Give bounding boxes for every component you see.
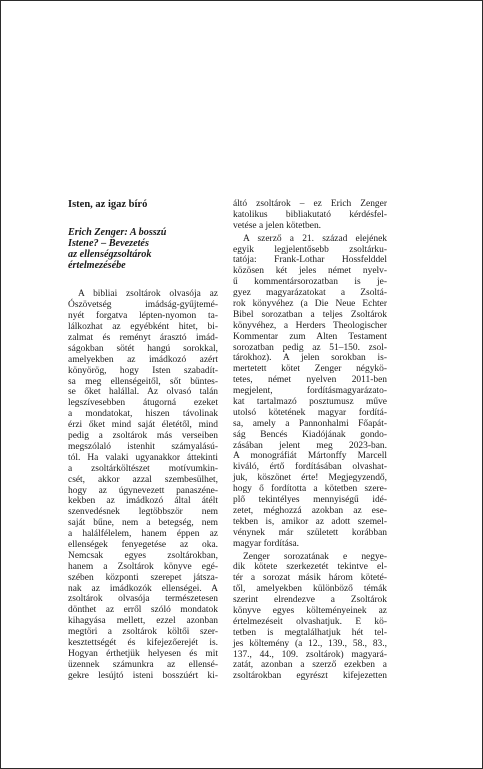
text-line: amelyekben az imádkozó azért xyxy=(68,354,218,365)
text-line: dönthet az erről szóló mondatok xyxy=(68,605,218,616)
text-line: magyar fordítása. xyxy=(233,538,300,549)
text-line: juk, köszönet érte! Megjegyzendő, xyxy=(233,473,387,484)
text-line: sa, amely a Pannonhalmi Főapát- xyxy=(233,418,387,429)
text-line: zetet, méghozzá azokban az ese- xyxy=(233,505,387,516)
text-line: könyve egyes költeményeinek az xyxy=(233,605,387,616)
text-line: szében központi szerepet játsza- xyxy=(68,572,218,583)
text-line: a zsoltárköltészet motívumkin- xyxy=(68,463,218,474)
text-line: tekben is, amikor az adott szemel- xyxy=(233,516,387,527)
text-line: szerint elrendezve a Zsoltárok xyxy=(233,595,387,606)
text-line: A szerző a 21. század elejének xyxy=(243,233,387,244)
subtitle-line: Istene? – Bevezetés xyxy=(68,237,149,249)
text-line: saját bűne, nem a betegség, nem xyxy=(68,518,218,529)
text-line: mertetett kötet Zenger négykö- xyxy=(233,364,387,375)
body-paragraph xyxy=(233,199,387,232)
left-column xyxy=(68,199,218,682)
text-line: dik kötete szerkezetét tekintve el- xyxy=(233,562,387,573)
text-line: ság Bencés Kiadójának gondo- xyxy=(233,429,387,440)
text-line: Zenger sorozatának e negye- xyxy=(243,551,387,562)
text-line: sorozatban pedig az 51–150. zsol- xyxy=(233,342,387,353)
text-line: zsoltárokban egyrészt kifejezetten xyxy=(233,671,387,682)
text-line: sa meg ellenségeitől, sőt büntes- xyxy=(68,376,218,387)
text-line: könyörög, hogy Isten szabadít- xyxy=(68,365,218,376)
text-line: megjelent, fordításmagyarázato- xyxy=(233,386,387,397)
text-line: ellenségek fenyegetése az oka. xyxy=(68,539,218,550)
text-line: könyvéhez, a Herders Theologischer xyxy=(233,320,387,331)
text-line: hanem a Zsoltárok könyve egé- xyxy=(68,561,218,572)
text-line: Bibel sorozatban a teljes Zsoltárok xyxy=(233,309,387,320)
text-line: tetes, német nyelven 2011-ben xyxy=(233,375,387,386)
text-line: kekben az imádkozó által átélt xyxy=(68,496,218,507)
text-line: Nemcsak egyes zsoltárokban, xyxy=(68,550,218,561)
text-line: a mondatokat, hiszen távolinak xyxy=(68,409,218,420)
text-line: kat tartalmazó posztumusz műve xyxy=(233,397,387,408)
text-line: áltó zsoltárok – ez Erich Zenger xyxy=(233,199,387,209)
body-paragraph xyxy=(233,552,387,683)
text-line: megtöri a zsoltárok költői szer- xyxy=(68,627,218,638)
text-line: vénynek már született korábban xyxy=(233,527,387,538)
text-line: jes költemény (a 12., 139., 58., 83., xyxy=(233,638,387,649)
text-line: pedig a zsoltárok más verseiben xyxy=(68,431,218,442)
text-line: szenvedésnek legtöbbször nem xyxy=(68,507,218,518)
text-line: tatója: Frank-Lothar Hossfelddel xyxy=(233,255,387,266)
text-line: Hogyan érthetjük helyesen és mit xyxy=(68,648,218,659)
text-line: tetben is megtalálhatjuk hét tel- xyxy=(233,627,387,638)
text-line: 137., 44., 109. zsoltárok) magyará- xyxy=(233,649,387,660)
text-line: kiváló, értő fordításában olvashat- xyxy=(233,462,387,473)
text-line: vetése a jelen kötetben. xyxy=(233,220,322,231)
text-line: tól. Ha valaki ugyanakkor áttekinti xyxy=(68,452,218,463)
text-line: közösen két jeles német nyelv- xyxy=(233,266,387,277)
text-line: kesztettségét és kifejezőerejét is. xyxy=(68,637,218,648)
text-line: tér a sorozat másik három köteté- xyxy=(233,573,387,584)
text-line: A bibliai zsoltárok olvasója az xyxy=(78,289,218,300)
text-line: lálkozhat az egyébként hitet, bi- xyxy=(68,322,218,333)
text-line: megszólaló istenhit számyalású- xyxy=(68,441,218,452)
text-line: értelmezéseit olvashatjuk. E kö- xyxy=(233,616,387,627)
text-line: csét, akkor azzal szembesülhet, xyxy=(68,474,218,485)
text-line: nyét forgatva lépten-nyomon ta- xyxy=(68,311,218,322)
text-line: hogy ő fordította a kötetben szere- xyxy=(233,484,387,495)
text-line: zatát, azonban a szerző ezekben a xyxy=(233,660,387,671)
section-title: Isten, az igaz bíró xyxy=(68,199,148,210)
text-line: hogy az úgynevezett panaszéne- xyxy=(68,485,218,496)
text-line: Kommentar zum Alten Testament xyxy=(233,331,387,342)
text-line: A monográfiát Mártonffy Marcell xyxy=(233,451,387,462)
article-subtitle xyxy=(68,228,218,272)
subtitle-line: Erich Zenger: A bosszú xyxy=(68,226,167,238)
text-line: Ószövetség imádság-gyűjtemé- xyxy=(68,300,218,311)
text-line: a halálfélelem, hanem éppen az xyxy=(68,529,218,540)
body-paragraph xyxy=(68,289,218,681)
text-line: ságokban sötét hangú sorokkal, xyxy=(68,343,218,354)
subtitle-line: az ellenségzsoltárok xyxy=(68,248,152,260)
text-line: tárokhoz). A jelen sorokban is- xyxy=(233,353,387,364)
subtitle-line: értelmezésébe xyxy=(68,259,126,271)
text-line: gekre lesújtó isteni bosszúért ki- xyxy=(68,670,218,681)
text-line: gyez magyarázatokat a Zsoltá- xyxy=(233,288,387,299)
body-paragraph xyxy=(233,234,387,550)
text-line: se őket halállal. Az olvasó talán xyxy=(68,387,218,398)
text-line: plő tekintélyes mennyiségű idé- xyxy=(233,495,387,506)
text-line: rok könyvéhez (a Die Neue Echter xyxy=(233,299,387,310)
text-line: legszívesebben átugorná ezeket xyxy=(68,398,218,409)
right-column xyxy=(233,199,387,682)
text-line: üzennek számunkra az ellensé- xyxy=(68,659,218,670)
text-line: érzi őket mind saját életétől, mind xyxy=(68,420,218,431)
text-line: ű kommentársorozatban is je- xyxy=(233,277,387,288)
text-line: utolsó kötetének magyar fordítá- xyxy=(233,407,387,418)
text-line: től, amelyekben különböző témák xyxy=(233,584,387,595)
text-line: zalmat és reményt árasztó imád- xyxy=(68,333,218,344)
text-line: nak az imádkozók ellenségei. A xyxy=(68,583,218,594)
text-line: katolikus bibliakutató kérdésfel- xyxy=(233,209,387,220)
text-line: zásában jelent meg 2023-ban. xyxy=(233,440,387,451)
text-line: zsoltárok olvasója természetesen xyxy=(68,594,218,605)
text-line: kihagyása mellett, ezzel azonban xyxy=(68,616,218,627)
text-line: egyik legjelentősebb zsoltárku- xyxy=(233,244,387,255)
